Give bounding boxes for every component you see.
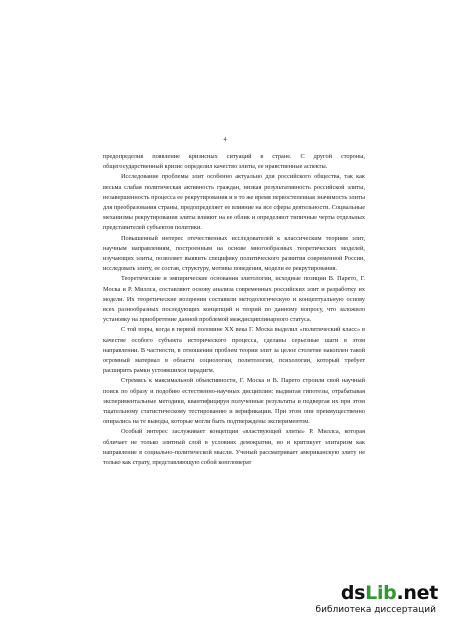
logo-text-ds: ds	[340, 582, 366, 604]
paragraph: С той поры, когда в первой половине XX века Г. Моска выделил «политический класс» в качестве особого субъекта исторического процесса, сделаны серьезные шаги в этом направлении. В частности, в отношении проблем теории элит за целое столетие накоплен такой огромный материал в области социологии, политологии, психологии, который требует расширить рамки устоявшихся парадигм.	[103, 326, 365, 375]
dslib-watermark	[315, 582, 438, 622]
paragraph: Теоретические и эмпирические основания элитологии, исходные позиции В. Парето, Г. Моска и Р. Миллса, составляют основу анализа современных российских элит и разработку их модели. Их теоретические воззрения составили методологическую и концептуальную основу всех разнообразных последующих концепций и теорий по данному вопросу, что заложило установку на приобретение данной проблемой междисциплинарного статуса.	[103, 275, 365, 324]
watermark-caption: библиотека диссертаций	[315, 605, 436, 615]
page-number: 4	[223, 137, 227, 143]
dslib-logo	[341, 582, 438, 604]
logo-text-lib: Lib	[365, 582, 397, 604]
paragraph: Особый интерес заслуживает концепция «властвующей элиты» Р. Миллса, которая обличает не только элитный слой в условиях демократии, но и критикует элитаризм как направление в социально-политической мысли. Ученый рассматривает американскую элиту не только как страту, представляющую собой конгломерат	[103, 428, 365, 467]
paragraph: предопределив появление кризисных ситуаций в стране. С другой стороны, общегосударственный кризис определил качество элиты, ее нравственные аспекты.	[103, 153, 365, 171]
document-body	[103, 152, 365, 468]
paragraph: Исследование проблемы элит особенно актуально для российского общества, так как весьма слабая политическая активность граждан, низкая результативность российской элиты, незавершенность процесса ее рекрутирования и в то же время первостепенная значимость элиты для преобразования страны, предопределяет ее влияние на все сферы деятельности. Социальные механизмы рекрутирования элиты влияют на ее облик и определяют типичные черты отдельных представителей субъектов политики.	[103, 173, 365, 232]
paragraph: Стремясь к максимальной объективности, Г. Моска и В. Парето строили свой научный поиск по образу и подобию естественно-научных дисциплин: выдвигая гипотезы, отрабатывая экспериментальные методики, квантифицируя полученные результаты и подвергая их при этом тщательному статистическому тестированию и верификации. При этом они преимущественно опирались на те выводы, которые могли быть подтверждены экспериментом.	[103, 377, 365, 426]
paragraph: Повышенный интерес отечественных исследователей к классическим теориям элит, научным направлениям, построенным на основе многообразных теоретических моделей, изучающих элиты, позволяет выявить специфику политического развития современной России, исследовать элиту, ее состав, структуру, мотивы поведения, модели ее рекрутирования.	[103, 234, 365, 273]
logo-text-net: .net	[396, 582, 438, 604]
